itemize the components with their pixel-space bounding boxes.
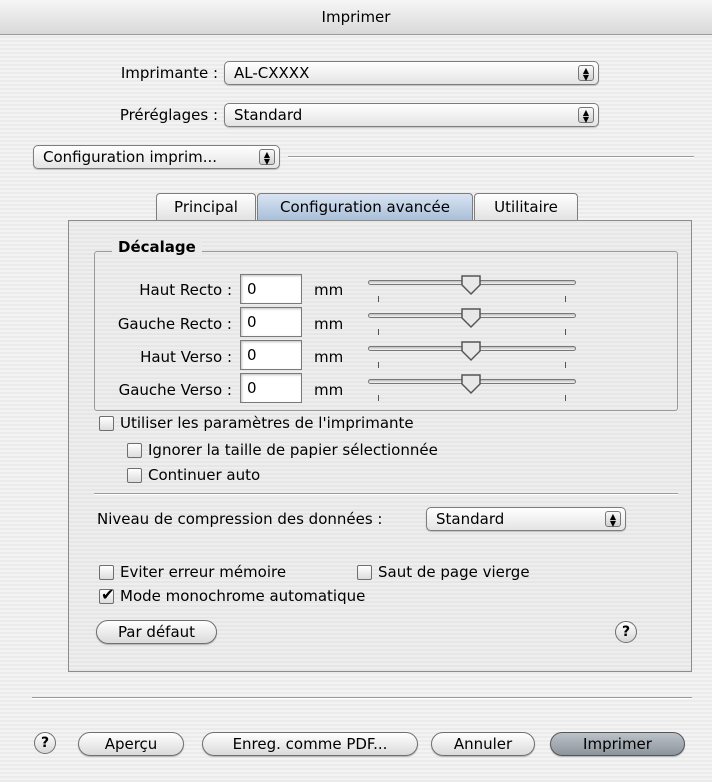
slider-tick	[378, 296, 379, 302]
popup-arrows-icon: ▲ ▼	[578, 65, 594, 81]
popup-arrows-icon: ▲ ▼	[578, 107, 594, 123]
slider-thumb[interactable]	[460, 307, 482, 329]
slider-tick	[378, 362, 379, 368]
panel-help-icon[interactable]: ?	[615, 621, 637, 643]
ignore-paper-size-label: Ignorer la taille de papier sélectionnée	[148, 441, 438, 459]
ignore-paper-size-checkbox[interactable]	[127, 443, 142, 458]
dialog-help-icon[interactable]: ?	[34, 732, 56, 754]
printer-label: Imprimante :	[120, 64, 218, 82]
use-printer-settings-checkbox[interactable]	[99, 416, 114, 431]
skip-blank-page-label: Saut de page vierge	[378, 563, 530, 581]
cancel-button[interactable]: Annuler	[431, 732, 535, 756]
slider-thumb[interactable]	[460, 340, 482, 362]
offset-field-top-recto[interactable]: 0	[240, 274, 302, 304]
compression-label: Niveau de compression des données :	[97, 510, 383, 528]
auto-continue-checkbox[interactable]	[127, 468, 142, 483]
unit-label: mm	[314, 348, 344, 366]
compression-popup[interactable]	[426, 507, 626, 531]
checkmark-icon: ✔	[101, 585, 115, 604]
default-button[interactable]: Par défaut	[96, 620, 217, 644]
slider-tick	[565, 329, 566, 335]
skip-blank-page-checkbox[interactable]	[357, 565, 372, 580]
presets-popup[interactable]	[224, 103, 599, 127]
use-printer-settings-label: Utiliser les paramètres de l'imprimante	[120, 414, 414, 432]
presets-label: Préréglages :	[119, 106, 218, 124]
offset-field-top-verso[interactable]: 0	[240, 340, 302, 370]
offset-group-title: Décalage	[112, 238, 202, 256]
save-pdf-button[interactable]: Enreg. comme PDF...	[202, 732, 418, 756]
tab-principal[interactable]: Principal	[156, 193, 256, 220]
window-title: Imprimer	[0, 0, 712, 35]
footer-divider	[32, 697, 692, 699]
offset-label-top-recto: Haut Recto :	[139, 281, 232, 299]
offset-field-left-recto[interactable]: 0	[240, 307, 302, 337]
presets-value: Standard	[234, 106, 303, 124]
slider-tick	[565, 296, 566, 302]
slider-tick	[565, 362, 566, 368]
auto-monochrome-label: Mode monochrome automatique	[120, 587, 366, 605]
avoid-memory-error-label: Eviter erreur mémoire	[120, 563, 287, 581]
offset-label-left-verso: Gauche Verso :	[118, 381, 232, 399]
slider-thumb[interactable]	[460, 373, 482, 395]
preview-button[interactable]: Aperçu	[78, 732, 184, 756]
offset-label-left-recto: Gauche Recto :	[117, 315, 232, 333]
options-divider	[94, 493, 678, 495]
print-button[interactable]: Imprimer	[550, 732, 685, 756]
slider-thumb[interactable]	[460, 274, 482, 296]
popup-arrows-icon: ▲ ▼	[259, 149, 275, 165]
offset-label-top-verso: Haut Verso :	[140, 348, 232, 366]
tab-utility[interactable]: Utilitaire	[474, 193, 578, 220]
printer-value: AL-CXXXX	[234, 64, 310, 82]
printer-popup[interactable]	[224, 61, 599, 85]
unit-label: mm	[314, 281, 344, 299]
slider-tick	[565, 395, 566, 401]
compression-value: Standard	[436, 510, 505, 528]
section-divider	[288, 156, 694, 158]
avoid-memory-error-checkbox[interactable]	[99, 565, 114, 580]
section-popup[interactable]	[33, 145, 280, 169]
auto-monochrome-checkbox[interactable]	[99, 585, 115, 604]
slider-tick	[378, 329, 379, 335]
popup-arrows-icon: ▲ ▼	[605, 511, 621, 527]
tab-advanced-config[interactable]: Configuration avancée	[257, 193, 473, 220]
offset-field-left-verso[interactable]: 0	[240, 373, 302, 403]
unit-label: mm	[314, 315, 344, 333]
unit-label: mm	[314, 381, 344, 399]
slider-tick	[378, 395, 379, 401]
auto-continue-label: Continuer auto	[148, 466, 261, 484]
section-value: Configuration imprim...	[43, 148, 218, 166]
